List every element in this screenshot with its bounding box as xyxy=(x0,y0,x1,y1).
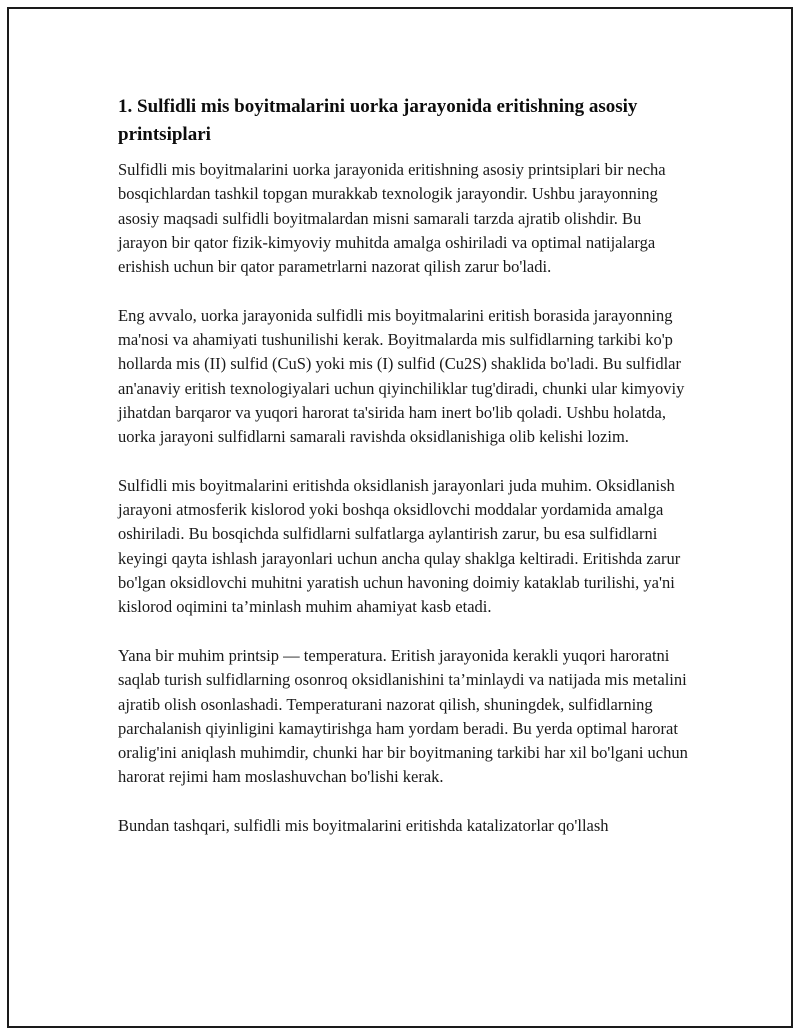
document-body xyxy=(118,93,688,838)
paragraph: Sulfidli mis boyitmalarini eritishda oksidlanish jarayonlari juda muhim. Oksidlanish jarayoni atmosferik kislorod yoki boshqa oksidlovchi moddalar yordamida amalga oshiriladi. Bu bosqichda sulfidlarni sulfatlarga aylantirish zarur, bu esa sulfidlarni keyingi qayta ishlash jarayonlari uchun ancha qulay shaklga keltiradi. Eritishda zarur bo'lgan oksidlovchi muhitni yaratish uchun havoning doimiy kataklab turilishi, ya'ni kislorod oqimini ta’minlash muhim ahamiyat kasb etadi. xyxy=(118,475,681,617)
paragraph: Sulfidli mis boyitmalarini uorka jarayonida eritishning asosiy printsiplari bir necha bosqichlardan tashkil topgan murakkab texnologik jarayondir. Ushbu jarayonning asosiy maqsadi sulfidli boyitmalardan misni samarali tarzda ajratib olishdir. Bu jarayon bir qator fizik-kimyoviy muhitda amalga oshiriladi va optimal natijalarga erishish uchun bir qator parametrlarni nazorat qilish zarur bo'ladi. xyxy=(118,160,666,277)
section-heading: 1. Sulfidli mis boyitmalarini uorka jarayonida eritishning asosiy printsiplari xyxy=(118,96,638,145)
paragraph: Bundan tashqari, sulfidli mis boyitmalarini eritishda katalizatorlar qo'llash xyxy=(118,816,609,836)
paragraph: Yana bir muhim printsip — temperatura. Eritish jarayonida kerakli yuqori haroratni saqlab turish sulfidlarning osonroq oksidlanishini ta’minlaydi va natijada mis metalini ajratib olish osonlashadi. Temperaturani nazorat qilish, shuningdek, sulfidlarning parchalanish qiyinligini kamaytirishga ham yordam beradi. Bu yerda optimal harorat oralig'ini aniqlash muhimdir, chunki har bir boyitmaning tarkibi har xil bo'lgani uchun harorat rejimi ham moslashuvchan bo'lishi kerak. xyxy=(118,645,688,787)
paragraph: Eng avvalo, uorka jarayonida sulfidli mis boyitmalarini eritish borasida jarayonning ma'nosi va ahamiyati tushunilishi kerak. Boyitmalarda mis sulfidlarning tarkibi ko'p hollarda mis (II) sulfid (CuS) yoki mis (I) sulfid (Cu2S) shaklida bo'ladi. Bu sulfidlar an'anaviy eritish texnologiyalari uchun qiyinchiliklar tug'diradi, chunki ular kimyoviy jihatdan barqaror va yuqori harorat ta'sirida ham inert bo'lib qoladi. Ushbu holatda, uorka jarayoni sulfidlarni samarali ravishda oksidlanishiga olib kelishi lozim. xyxy=(118,305,685,447)
